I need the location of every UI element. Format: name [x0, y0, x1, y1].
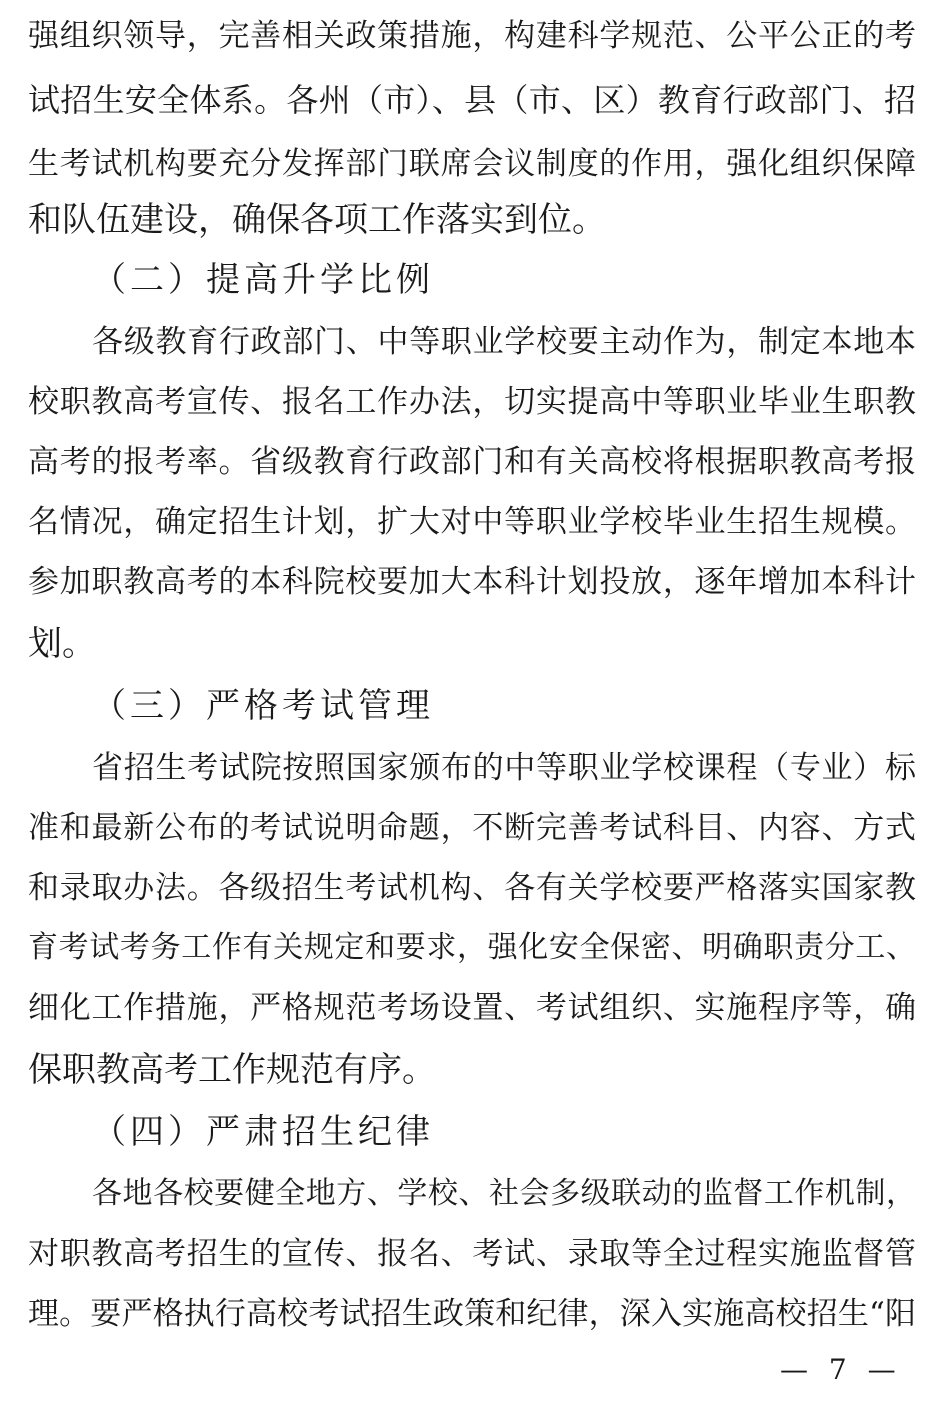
body-text-line: 保职教高考工作规范有序。	[28, 1050, 436, 1090]
body-text-line: 强组织领导，完善相关政策措施，构建科学规范、公平公正的考	[28, 18, 916, 54]
body-text-line: 各地各校要健全地方、学校、社会多级联动的监督工作机制，	[92, 1176, 916, 1211]
body-text-line: 和录取办法。各级招生考试机构、各有关学校要严格落实国家教	[28, 870, 916, 906]
body-text-line: 高考的报考率。省级教育行政部门和有关高校将根据职教高考报	[28, 444, 916, 480]
body-text-line: 生考试机构要充分发挥部门联席会议制度的作用，强化组织保障	[28, 146, 916, 182]
section-heading: （二）提高升学比例	[92, 260, 434, 300]
body-text-line: 试招生安全体系。各州（市）、县（市、区）教育行政部门、招	[28, 81, 916, 119]
body-text-line: 各级教育行政部门、中等职业学校要主动作为，制定本地本	[92, 324, 916, 360]
body-text-line: 参加职教高考的本科院校要加大本科计划投放，逐年增加本科计	[28, 564, 916, 600]
body-text-line: 划。	[28, 624, 96, 664]
body-text-line: 名情况，确定招生计划，扩大对中等职业学校毕业生招生规模。	[28, 504, 916, 540]
body-text-line: 细化工作措施，严格规范考场设置、考试组织、实施程序等，确	[28, 990, 916, 1026]
body-text-line: 省招生考试院按照国家颁布的中等职业学校课程（专业）标	[92, 750, 916, 786]
body-text-line: 理。要严格执行高校考试招生政策和纪律，深入实施高校招生“阳	[28, 1296, 916, 1332]
section-heading: （四）严肃招生纪律	[92, 1112, 434, 1152]
body-text-line: 对职教高考招生的宣传、报名、考试、录取等全过程实施监督管	[28, 1236, 916, 1272]
body-text-line: 校职教高考宣传、报名工作办法，切实提高中等职业毕业生职教	[28, 384, 916, 420]
page-number: — 7 —	[780, 1353, 902, 1386]
section-heading: （三）严格考试管理	[92, 686, 434, 726]
body-text-line: 育考试考务工作有关规定和要求，强化安全保密、明确职责分工、	[28, 930, 916, 965]
body-text-line: 准和最新公布的考试说明命题，不断完善考试科目、内容、方式	[28, 810, 916, 846]
body-text-line: 和队伍建设，确保各项工作落实到位。	[28, 200, 606, 240]
